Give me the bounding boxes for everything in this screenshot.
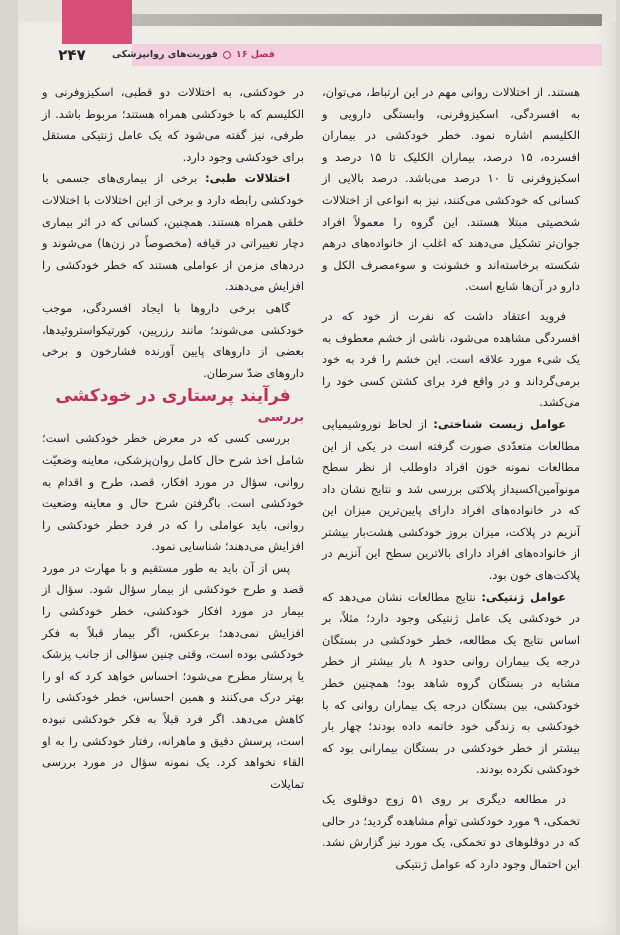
page-number-tab — [62, 0, 132, 44]
book-title: فوریت‌های روانپزشکی — [112, 49, 218, 60]
subsection-heading: بررسی — [257, 410, 304, 426]
paragraph: هستند. از اختلالات روانی مهم در این ارتباط، می‌توان، به افسردگی، اسکیزوفرنی، وابستگی دارویی و الکلیسم اشاره نمود. خطر خودکشی در بیماران افسرده، ۱۵ درصد، بیماران الکلیک تا ۱۵ درصد و اسکیزوفرنی تا ۱۰ درصد می‌باشد. درصد بالایی از کسانی که خودکشی می‌کنند، نیز به انواعی از اختلالات شخصیتی مبتلا هستند. این گروه را معمولاً افراد جوان‌تر تشکیل می‌دهند که اغلب از خانواده‌های درهم شکسته برخاسته‌اند و خشونت و سوء‌مصرف الکل و دارو در آن‌ها شایع است. — [322, 85, 580, 294]
paragraph: گاهی برخی داروها با ایجاد افسردگی، موجب خودکشی می‌شوند؛ مانند رزرپین، کورتیکواستروئیدها، بعضی از داروهای پایین آورنده فشارخون و برخی داروهای ضدّ سرطان. — [42, 300, 304, 380]
paragraph: فروید اعتقاد داشت که نفرت از خود که در افسردگی مشاهده می‌شود، ناشی از خشم معطوف به یک شیء مورد علاقه است. این خشم را فرد به خود برمی‌گرداند و در واقع فرد برای کشتن کسی خود را می‌کشد. — [322, 308, 580, 410]
right-column — [322, 82, 580, 875]
paragraph: پس از آن باید به طور مستقیم و با مهارت در مورد قصد و طرح خودکشی از بیمار سؤال شود. سؤال از بیمار در مورد افکار خودکشی، خطر خودکشی را افزایش نمی‌دهد؛ برعکس، اگر بیمار قبلاً به فکر خودکشی بوده است، وقتی چنین سؤالی از جانب پزشک یا پرستار مطرح می‌شود؛ احساس خواهد کرد که او را بهتر درک می‌کنند و همین احساس، خطر خودکشی را کاهش می‌دهد. اگر فرد قبلاً به فکر خودکشی نبوده است، پرسش دقیق و ماهرانه، رفتار خودکشی را به او القاء نخواهد کرد. یک نمونه سؤال در مورد بررسی تمایلات — [42, 560, 304, 791]
paragraph-label: اختلالات طبی: — [205, 171, 291, 186]
paragraph: بررسی کسی که در معرض خطر خودکشی است؛ شامل اخذ شرح حال کامل روان‌پزشکی، معاینه وضعیّت روانی، سؤال در مورد افکار، قصد، طرح و اقدام به خودکشی است. باگرفتن شرح حال و معاینه وضعیت روانی، باید عواملی را که در فرد خطر خودکشی را افزایش می‌دهند؛ شناسایی نمود. — [42, 431, 304, 554]
chapter-label: فصل ۱۶ — [235, 49, 275, 60]
circle-separator-icon — [223, 51, 231, 59]
paragraph-text: نتایج مطالعات نشان می‌دهد که در خودکشی یک عامل ژنتیکی وجود دارد؛ مثلاً، بر اساس نتایج یک مطالعه، خطر خودکشی در بستگان درجه یک بیماران روانی حدود ۸ بار بیشتر از خطر مشابه در بستگان گروه شاهد بود؛ همچنین خطر خودکشی، بین بستگان درجه یک بیماران روانی که با خودکشی به زندگی خود خاتمه داده بودند؛ چهار بار بیشتر از خطر خودکشی در بستگان بیمارانی بود که خودکشی نکرده بودند. — [322, 589, 581, 777]
paragraph — [322, 587, 580, 781]
paragraph-label: عوامل ژنتیکی: — [481, 589, 566, 604]
page-number: ۲۴۷ — [58, 46, 86, 64]
header-decoration — [132, 14, 602, 26]
paragraph: در خودکشی، به اختلالات دو قطبی، اسکیزوفرنی و الکلیسم که با خودکشی همراه هستند؛ مربوط باشد. از طرفی، نیز گفته می‌شود که یک عامل ژنتیکی مستقل برای خودکشی وجود دارد. — [42, 85, 304, 164]
paragraph: در مطالعه دیگری بر روی ۵۱ زوج دوقلوی یک تخمکی، ۹ مورد خودکشی توأم مشاهده گردید؛ در حالی که در دوقلوهای دو تخمکی، یک مورد نیز گزارش نشد. این احتمال وجود دارد که عوامل ژنتیکی — [322, 792, 580, 871]
paragraph-text: از لحاظ نوروشیمیایی مطالعات متعدّدی صورت گرفته است در یکی از این مطالعات نمونه خون افراد داوطلب از نظر سطح مونوآمین‌اکسیداز پلاکتی بررسی شد و نتایج نشان داد که در خانواده‌های افراد دارای پایین‌ترین میزان این آنزیم در پلاکت، میزان بروز خودکشی هشت‌بار بیشتر از خانواده‌های افراد دارای بالاترین سطح این آنزیم در پلاکت‌های خون بود. — [322, 416, 580, 583]
paragraph — [42, 168, 304, 298]
section-heading: فرآیند پرستاری در خودکشی — [55, 386, 291, 407]
paragraph — [322, 414, 580, 587]
paragraph-label: عوامل زیست شناختی: — [433, 416, 566, 431]
paragraph-text: برخی از بیماری‌های جسمی با خودکشی رابطه دارد و برخی از این اختلالات با اختلالات خلقی همراه هستند. همچنین، کسانی که در اثر بیماری دچار تغییراتی در قیافه (مخصوصاً در زن‌ها) می‌شوند و دردهای مزمن از عواملی هستند که خطر خودکشی را افزایش می‌دهند. — [42, 171, 304, 294]
running-header — [112, 49, 312, 60]
left-column — [42, 82, 304, 795]
